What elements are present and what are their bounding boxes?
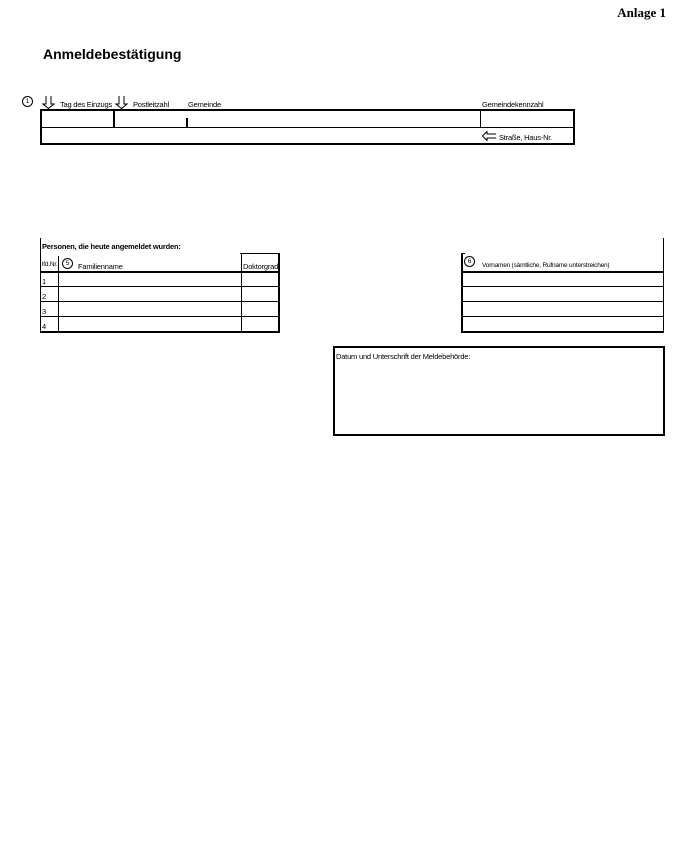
move-in-date-label: Tag des Einzugs [60, 100, 113, 109]
municipality-label: Gemeinde [188, 100, 222, 109]
divider [461, 271, 664, 273]
arrow-left-icon [482, 131, 496, 141]
signature-label: Datum und Unterschrift der Meldebehörde: [336, 352, 471, 361]
doctoral-degree-input[interactable] [243, 303, 277, 315]
first-names-input[interactable] [464, 288, 662, 300]
table-border [461, 253, 463, 333]
doctoral-degree-input[interactable] [243, 274, 277, 285]
arrow-down-icon [42, 96, 55, 109]
street-label: Straße, Haus-Nr. [499, 133, 553, 142]
divider [461, 316, 664, 317]
first-names-input[interactable] [464, 274, 662, 285]
divider [240, 253, 279, 254]
postal-code-label: Postleitzahl [133, 100, 169, 109]
divider [480, 110, 481, 127]
divider [461, 331, 664, 333]
doctoral-degree-input[interactable] [243, 318, 277, 330]
divider [113, 110, 115, 127]
move-in-date-input[interactable] [42, 111, 112, 126]
divider [461, 253, 465, 254]
column-header-number: lfd.Nr. [42, 261, 58, 268]
postal-code-input[interactable] [116, 111, 184, 126]
surname-input[interactable] [60, 303, 240, 315]
divider [40, 301, 280, 302]
section-number-5: 5 [62, 258, 73, 269]
divider [41, 127, 574, 128]
divider [186, 118, 188, 127]
row-number: 1 [42, 277, 47, 286]
row-number: 4 [42, 322, 47, 331]
signature-area[interactable] [337, 364, 661, 432]
section-number-6: 6 [464, 256, 475, 267]
table-border [278, 253, 280, 333]
divider [461, 286, 664, 287]
surname-input[interactable] [60, 288, 240, 300]
first-names-input[interactable] [464, 303, 662, 315]
arrow-down-icon [115, 96, 128, 109]
column-header-first-names: Vornamen (sämtliche, Rufname unterstreichen) [482, 262, 610, 269]
municipality-code-input[interactable] [482, 111, 572, 126]
divider [241, 253, 242, 333]
doctoral-degree-input[interactable] [243, 288, 277, 300]
municipality-code-label: Gemeindekennzahl [482, 100, 544, 109]
divider [40, 286, 280, 287]
page-title: Anmeldebestätigung [43, 46, 182, 62]
divider [58, 256, 59, 333]
surname-input[interactable] [60, 318, 240, 330]
divider [40, 331, 280, 333]
surname-input[interactable] [60, 274, 240, 285]
column-header-doctoral-degree: Doktorgrad [243, 262, 279, 271]
row-number: 3 [42, 307, 47, 316]
column-header-surname: Familienname [78, 262, 123, 271]
first-names-input[interactable] [464, 318, 662, 330]
divider [40, 271, 280, 273]
municipality-input[interactable] [189, 111, 478, 126]
annex-label: Anlage 1 [617, 5, 666, 20]
divider [461, 301, 664, 302]
persons-heading: Personen, die heute angemeldet wurden: [42, 242, 181, 251]
street-input[interactable] [42, 129, 478, 143]
divider [40, 316, 280, 317]
section-number-1: 1 [22, 96, 33, 107]
row-number: 2 [42, 292, 47, 301]
